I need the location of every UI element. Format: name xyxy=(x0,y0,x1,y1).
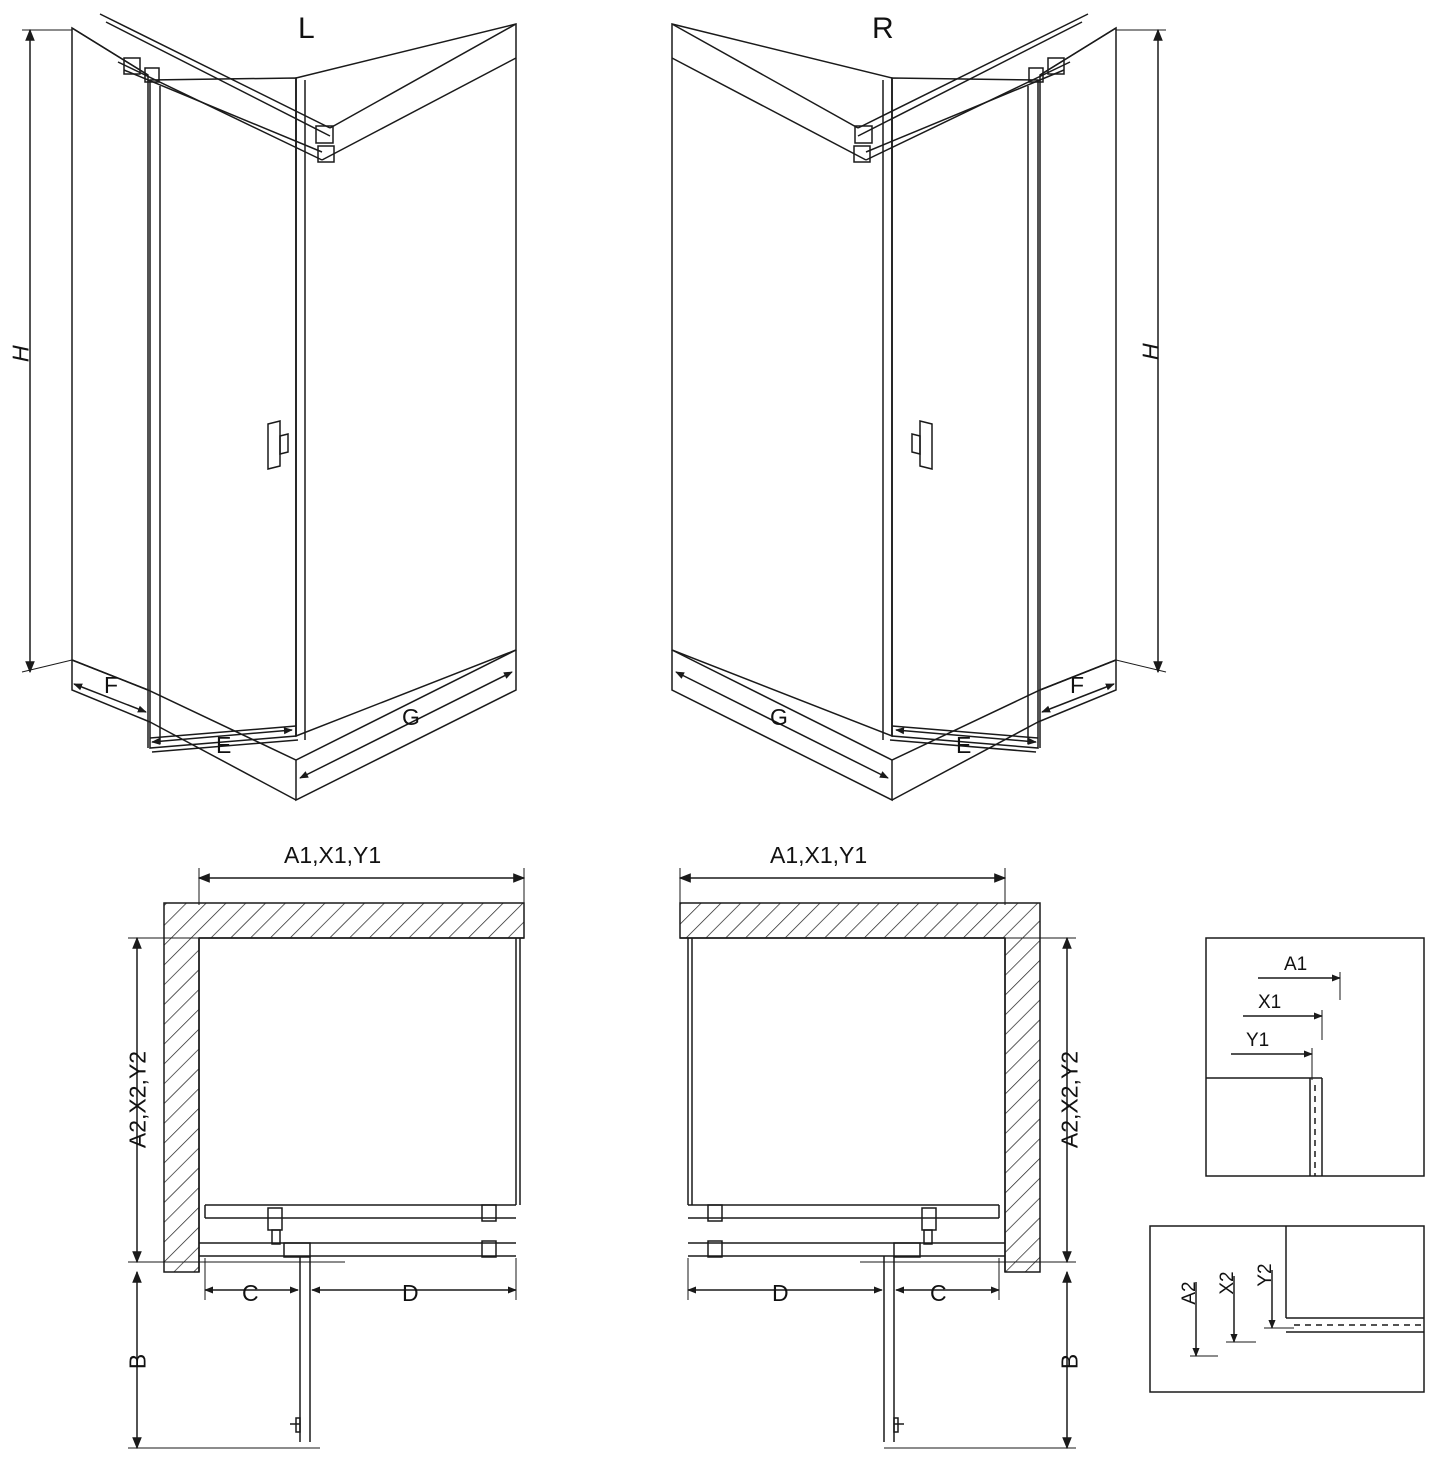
iso-right-side-panel-label: F xyxy=(1070,672,1085,698)
plan-left-top-dim-label: A1,X1,Y1 xyxy=(284,842,382,868)
plan-view-left xyxy=(128,868,524,1448)
iso-left-title: L xyxy=(298,12,315,45)
iso-left-door-label: E xyxy=(216,732,232,758)
detail-top-label-y1: Y1 xyxy=(1246,1030,1270,1051)
detail-bottom-label-x2: X2 xyxy=(1217,1271,1238,1295)
plan-left-inner-left-label: C xyxy=(242,1280,259,1306)
plan-left-swing-label: B xyxy=(124,1353,151,1370)
detail-top-label-x1: X1 xyxy=(1258,992,1282,1013)
iso-left-side-panel-label: F xyxy=(104,672,119,698)
plan-right-swing-label: B xyxy=(1056,1353,1083,1370)
iso-right-title: R xyxy=(872,12,894,45)
iso-left-fixed-panel-label: G xyxy=(402,704,420,730)
detail-bottom-label-a2: A2 xyxy=(1179,1281,1200,1305)
iso-right-door-label: E xyxy=(956,732,972,758)
iso-view-right xyxy=(672,14,1166,800)
detail-view-top xyxy=(1206,938,1424,1176)
plan-right-side-dim-label: A2,X2,Y2 xyxy=(1056,1050,1083,1149)
plan-right-inner-left-label: D xyxy=(772,1280,789,1306)
plan-view-right xyxy=(680,868,1076,1448)
iso-left-height-label: H xyxy=(7,342,34,365)
plan-right-inner-right-label: C xyxy=(930,1280,947,1306)
iso-right-height-label: H xyxy=(1137,340,1164,363)
plan-left-inner-right-label: D xyxy=(402,1280,419,1306)
plan-right-top-dim-label: A1,X1,Y1 xyxy=(770,842,868,868)
iso-view-left xyxy=(22,14,516,800)
detail-top-label-a1: A1 xyxy=(1284,954,1308,975)
iso-right-fixed-panel-label: G xyxy=(770,704,788,730)
detail-bottom-label-y2: Y2 xyxy=(1255,1263,1276,1287)
plan-left-side-dim-label: A2,X2,Y2 xyxy=(124,1050,151,1149)
